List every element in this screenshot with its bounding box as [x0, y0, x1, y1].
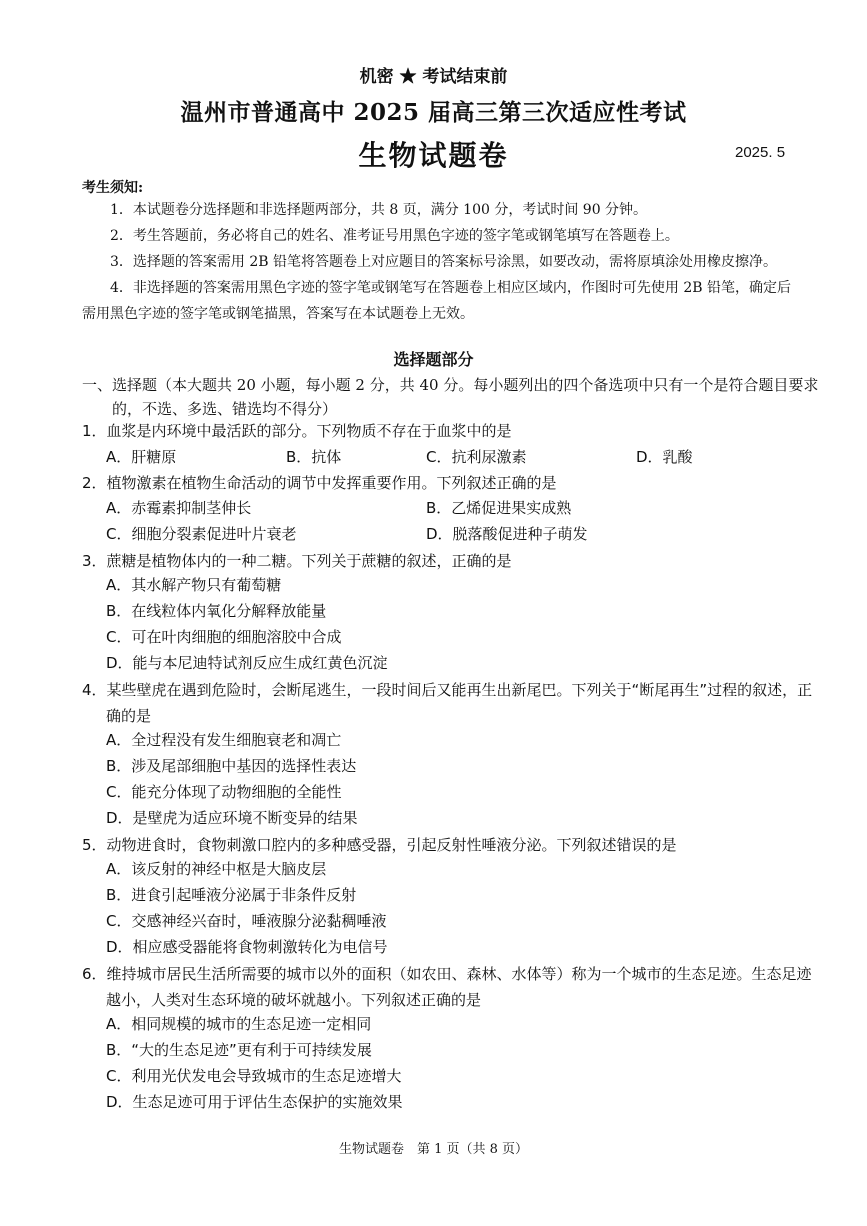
notice-list	[82, 197, 792, 327]
question-3-option-c: C．可在叶肉细胞的细胞溶胶中合成	[106, 628, 342, 646]
question-6-stem: 6．维持城市居民生活所需要的城市以外的面积（如农田、森林、水体等）称为一个城市的生态足迹。生态足迹越小，人类对生态环境的破坏就越小。下列叙述正确的是	[82, 965, 812, 1009]
question-4-option-b: B．涉及尾部细胞中基因的选择性表达	[106, 757, 357, 775]
confidential-label: 机密 ★ 考试结束前	[359, 67, 508, 87]
question-1-option-c: C．抗利尿激素	[426, 448, 527, 466]
question-4-option-c: C．能充分体现了动物细胞的全能性	[106, 783, 342, 801]
question-5-stem: 5．动物进食时，食物刺激口腔内的多种感受器，引起反射性唾液分泌。下列叙述错误的是	[82, 836, 677, 854]
notice-item: 3．选择题的答案需用 2B 铅笔将答题卷上对应题目的答案标号涂黑，如要改动，需将原填涂处用橡皮擦净。	[110, 254, 778, 270]
question-6-option-c: C．利用光伏发电会导致城市的生态足迹增大	[106, 1067, 402, 1085]
question-6-option-a: A．相同规模的城市的生态足迹一定相同	[106, 1015, 372, 1033]
question-4-option-d: D．是壁虎为适应环境不断变异的结果	[106, 809, 358, 827]
notice-item: 1．本试题卷分选择题和非选择题两部分，共 8 页，满分 100 分，考试时间 90 分钟。	[110, 202, 648, 218]
question-3-option-b: B．在线粒体内氧化分解释放能量	[106, 602, 327, 620]
question-1-stem: 1．血浆是内环境中最活跃的部分。下列物质不存在于血浆中的是	[82, 422, 512, 440]
part-instructions: 一、选择题（本大题共 20 小题，每小题 2 分，共 40 分。每小题列出的四个备选项中只有一个是符合题目要求的，不选、多选、错选均不得分）	[82, 376, 819, 418]
question-1-option-b: B．抗体	[286, 448, 342, 466]
question-2-stem: 2．植物激素在植物生命活动的调节中发挥重要作用。下列叙述正确的是	[82, 474, 557, 492]
question-2-option-c: C．细胞分裂素促进叶片衰老	[106, 525, 297, 543]
question-6-option-d: D．生态足迹可用于评估生态保护的实施效果	[106, 1093, 403, 1111]
question-5-option-d: D．相应感受器能将食物刺激转化为电信号	[106, 938, 388, 956]
question-3-option-d: D．能与本尼迪特试剂反应生成红黄色沉淀	[106, 654, 388, 672]
question-5-option-a: A．该反射的神经中枢是大脑皮层	[106, 860, 327, 878]
question-1-option-a: A．肝糖原	[106, 448, 177, 466]
question-5-option-b: B．进食引起唾液分泌属于非条件反射	[106, 886, 357, 904]
question-5-option-c: C．交感神经兴奋时，唾液腺分泌黏稠唾液	[106, 912, 387, 930]
notice-item: 2．考生答题前，务必将自己的姓名、准考证号用黑色字迹的签字笔或钢笔填写在答题卷上。	[110, 228, 679, 244]
page-footer: 生物试题卷 第 1 页（共 8 页）	[338, 1142, 529, 1157]
question-2-option-d: D．脱落酸促进种子萌发	[426, 525, 588, 543]
question-2-option-a: A．赤霉素抑制茎伸长	[106, 499, 252, 517]
notice-heading: 考生须知:	[82, 180, 144, 196]
question-4-option-a: A．全过程没有发生细胞衰老和凋亡	[106, 731, 342, 749]
notice-item: 4．非选择题的答案需用黑色字迹的签字笔或钢笔写在答题卷上相应区域内，作图时可先使用 2B 铅笔，确定后需用黑色字迹的签字笔或钢笔描黑，答案写在本试题卷上无效。	[82, 280, 792, 322]
question-4-stem: 4．某些壁虎在遇到危险时，会断尾逃生，一段时间后又能再生出新尾巴。下列关于“断尾再生”过程的叙述，正确的是	[82, 681, 813, 725]
question-6-option-b: B．“大的生态足迹”更有利于可持续发展	[106, 1041, 372, 1059]
question-2-option-b: B．乙烯促进果实成熟	[426, 499, 572, 517]
paper-subtitle: 生物试题卷	[358, 139, 509, 172]
exam-date: 2025. 5	[735, 144, 786, 161]
section-heading: 选择题部分	[393, 350, 474, 369]
exam-title: 温州市普通高中 2025 届高三第三次适应性考试	[180, 99, 687, 126]
question-1-option-d: D．乳酸	[636, 448, 693, 466]
question-3-stem: 3．蔗糖是植物体内的一种二糖。下列关于蔗糖的叙述，正确的是	[82, 552, 512, 570]
question-3-option-a: A．其水解产物只有葡萄糖	[106, 576, 282, 594]
